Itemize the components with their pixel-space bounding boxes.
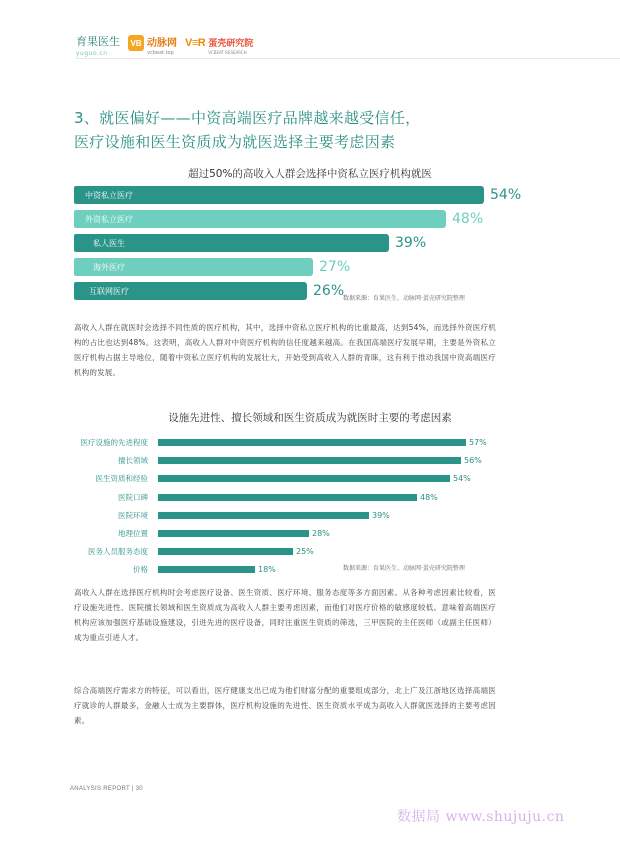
- watermark: 数据局 www.shujuju.cn: [397, 809, 565, 825]
- vcbeat-research-logo: [185, 31, 253, 55]
- yuguo-logo-sub: yuguo.cn: [76, 49, 108, 57]
- chart2-category-label: 医生资质和经验: [95, 474, 148, 483]
- chart2-bar: [158, 475, 450, 482]
- chart1-row: [74, 234, 544, 252]
- chart2-category-label: 医院环境: [118, 511, 148, 520]
- section-heading-line-2: 医疗设施和医生资质成为就医选择主要考虑因素: [74, 133, 396, 151]
- chart2-row: [70, 436, 500, 450]
- chart2-category-label: 医院口碑: [118, 493, 148, 502]
- chart2-value-label: 54%: [453, 474, 471, 483]
- chart2-category-label: 地理位置: [118, 529, 148, 538]
- chart1-value-label: 48%: [452, 211, 484, 227]
- chart2-category-label: 擅长领域: [118, 456, 148, 465]
- vcbeat-logo-url: vcbeat.top: [147, 49, 174, 56]
- chart2-bar: [158, 457, 461, 464]
- page-footer: ANALYSIS REPORT | 30: [70, 786, 143, 792]
- research-logo-sub: VCBEAT RESEARCH: [208, 50, 247, 55]
- paragraph-decision-factors: 高收入人群在选择医疗机构时会考虑医疗设备、医生资质、医疗环境、服务态度等多方面因素。从各种考虑因素比较看，医疗设施先进性、医院擅长领域和医生资质成为高收入人群主要考虑因素，而他们对医疗价格的敏感度较低。意味着高端医疗机构应该加强医疗基础设施建设，引进先进的医疗设备，同时注重医生资质的筛选，三甲医院的主任医师（或副主任医师）成为重点引进人才。: [74, 588, 496, 642]
- chart1-category-label: 海外医疗: [74, 258, 144, 276]
- chart1-source: 数据来源：育果医生、动脉网·蛋壳研究院整理: [343, 295, 465, 302]
- chart1-institution-preference: [74, 186, 544, 306]
- chart2-value-label: 18%: [258, 565, 276, 574]
- vcbeat-logo-name: 动脉网: [147, 37, 177, 49]
- chart1-value-label: 39%: [395, 235, 427, 251]
- chart1-row: [74, 186, 544, 204]
- chart1-value-label: 54%: [490, 187, 522, 203]
- vcbeat-logo: [128, 31, 177, 56]
- chart2-bar: [158, 512, 369, 519]
- section-heading-line-1: 3、就医偏好——中资高端医疗品牌越来越受信任，: [74, 109, 421, 127]
- chart2-bar: [158, 548, 293, 555]
- header-logos: [76, 32, 254, 57]
- chart1-category-label: 互联网医疗: [74, 282, 144, 300]
- section-heading: [74, 106, 544, 154]
- paragraph-institution-choice: 高收入人群在就医时会选择不同性质的医疗机构，其中，选择中资私立医疗机构的比重最高，达到54%，而选择外资医疗机构的占比也达到48%。这表明，高收入人群对中资医疗机构的信任度越来越高。在我国高端医疗发展早期，主要是外资私立医疗机构占据主导地位，随着中资私立医疗机构的发展壮大，开始受到高收入人群的青睐，这有利于推动我国中资高端医疗机构的发展。: [74, 323, 496, 377]
- chart2-row: [70, 454, 500, 468]
- chart2-value-label: 57%: [469, 438, 487, 447]
- chart2-value-label: 56%: [464, 456, 482, 465]
- chart2-category-label: 价格: [133, 565, 148, 574]
- paragraph-summary: 综合高端医疗需求方的特征，可以看出，医疗健康支出已成为他们财富分配的重要组成部分，北上广及江浙地区选择高端医疗就诊的人群最多，金融人士成为主要群体，医疗机构设施的先进性、医生资质水平成为高收入人群就医选择的主要考虑因素。: [74, 686, 496, 725]
- chart2-bar: [158, 530, 309, 537]
- chart1-bar: [142, 234, 389, 252]
- chart2-row: [70, 527, 500, 541]
- research-logo-name: 蛋壳研究院: [208, 39, 254, 49]
- chart1-row: [74, 258, 544, 276]
- chart2-row: [70, 545, 500, 559]
- research-logo-mark: V≡R: [185, 37, 206, 49]
- vcbeat-logo-mark: VB: [128, 35, 144, 51]
- chart1-row: [74, 282, 544, 300]
- chart2-decision-factors: [70, 436, 500, 576]
- chart1-value-label: 27%: [319, 259, 351, 275]
- chart1-row: [74, 210, 544, 228]
- chart2-value-label: 39%: [372, 511, 390, 520]
- chart1-bar: [142, 210, 446, 228]
- chart2-category-label: 医疗设施的先进程度: [80, 438, 148, 447]
- chart1-bar: [142, 258, 313, 276]
- yuguo-logo: [76, 30, 120, 57]
- chart1-bar: [142, 282, 307, 300]
- chart2-row: [70, 491, 500, 505]
- chart1-category-label: 外资私立医疗: [74, 210, 144, 228]
- chart2-value-label: 25%: [296, 547, 314, 556]
- chart2-value-label: 48%: [420, 493, 438, 502]
- chart2-bar: [158, 439, 466, 446]
- chart1-category-label: 中资私立医疗: [74, 186, 144, 204]
- chart1-value-label: 26%: [313, 283, 345, 299]
- chart1-title: 超过50%的高收入人群会选择中资私立医疗机构就医: [188, 168, 432, 180]
- chart2-row: [70, 472, 500, 486]
- chart2-category-label: 医务人员服务态度: [88, 547, 148, 556]
- yuguo-logo-name: 育果医生: [76, 34, 120, 48]
- chart2-bar: [158, 566, 255, 573]
- chart1-category-label: 私人医生: [74, 234, 144, 252]
- chart2-bar: [158, 494, 417, 501]
- chart1-bar: [142, 186, 484, 204]
- chart2-source: 数据来源：育果医生、动脉网·蛋壳研究院整理: [343, 565, 465, 572]
- chart2-row: [70, 509, 500, 523]
- chart2-value-label: 28%: [312, 529, 330, 538]
- header-divider: [76, 58, 620, 59]
- chart2-title: 设施先进性、擅长领域和医生资质成为就医时主要的考虑因素: [168, 412, 452, 424]
